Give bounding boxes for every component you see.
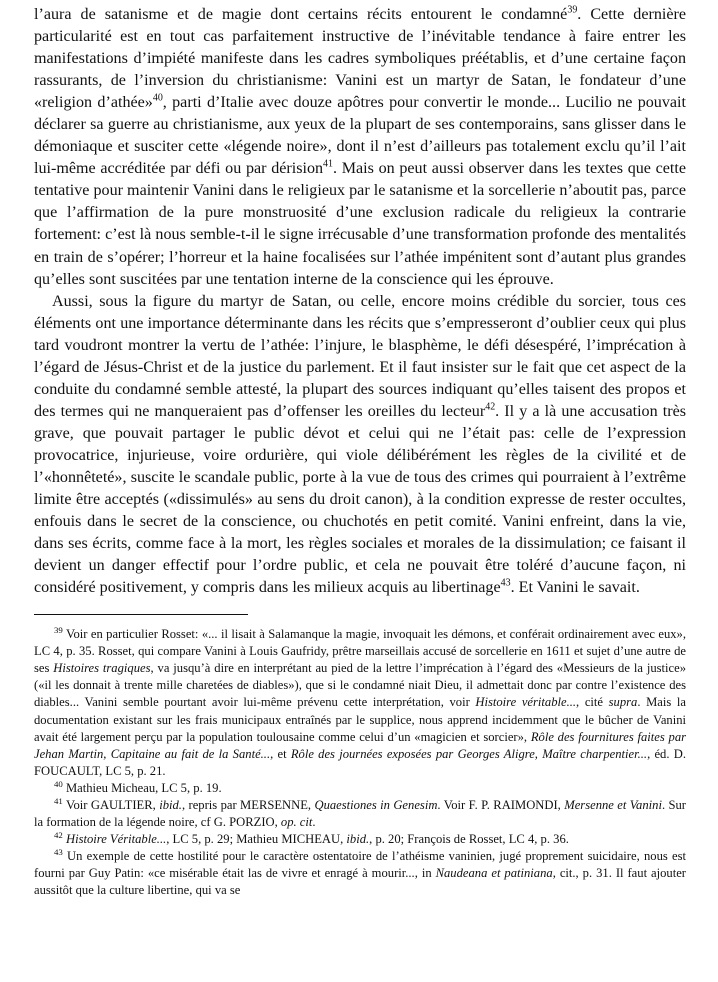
footnote-text: Un exemple de cette hostilité pour le caractère ostentatoire de l’athéisme vaninien, jugé proprement suicidaire, nous est fourni par Guy Patin: «ce misérable était las de vivre et enragé à mourir..., in xyxy=(34,848,686,880)
footnote-text: , et xyxy=(270,746,291,761)
footnote-number: 42 xyxy=(54,829,63,840)
footnote-title: Rôle des journées exposées par Georges Aligre, Maître charpentier... xyxy=(290,746,648,761)
footnote-number: 39 xyxy=(54,625,63,636)
footnote-title: Histoire véritable... xyxy=(475,695,577,710)
footnote-text: , LC 5, p. 29; Mathieu MICHEAU, xyxy=(166,831,347,846)
footnote-text: . Voir F. P. RAIMONDI, xyxy=(437,797,565,812)
footnote-separator xyxy=(34,614,248,615)
paragraph-1-text-a: l’aura de satanisme et de magie dont certains récits entourent le condamné xyxy=(34,6,568,23)
footnote-text: , va jusqu’à dire en interprétant au pied de la lettre l’imprécation à l’égard des «Messieurs de la justice» («il les donnait à trente mille charetées de diables»), que si le condamné niait Dieu, il admettait donc par contre l’existence des diables... Vanini semble pourtant avoir lui-même prévenu cette interprétation, voir xyxy=(34,661,686,710)
paragraph-2-text-a: Aussi, sous la figure du martyr de Satan, ou celle, encore moins crédible du sorcier, tous ces éléments ont une importance déterminante dans les récits que s’empresseront d’oublier ceux qui plus tard voudront montrer la vertu de l’athée: l’injure, le blasphème, le défi désespéré, l’imprécation à l’égard de Jésus-Christ et de la justice du parlement. Et il faut insister sur le fait que cet aspect de la conduite du condamné semble attesté, la plupart des sources indiquant qu’elles taisent des propos et des termes qui ne manqueraient pas d’offenser les oreilles du lecteur xyxy=(34,292,686,420)
footnote-41 xyxy=(34,797,686,831)
footnote-title: Mersenne et Vanini xyxy=(564,797,662,812)
footnote-title: ibid. xyxy=(159,797,182,812)
footnote-title: op. cit xyxy=(280,814,313,829)
footnote-text: Voir en particulier Rosset: «... il lisait à Salamanque la magie, invoquait les démons, et conférait ordinairement avec eux», LC 4, p. 35. Rosset, qui compare Vanini à Louis Gaufridy, prêtre marseillais accusé de sorcellerie en 1611 et sujet d’une autre de ses xyxy=(34,627,686,676)
paragraph-1-text-c: , parti d’Italie avec douze apôtres pour convertir le monde... Lucilio ne pouvait déclarer sa guerre au christianisme, aux yeux de la plupart de ses contemporains, sans glisser dans le démoniaque et susciter cette «légende noire», dont il n’est d’ailleurs pas totalement exclu qu’il l’ait lui-même accréditée par défi ou par dérision xyxy=(34,94,686,178)
footnote-title: Naudeana et patiniana xyxy=(435,865,553,880)
footnote-39 xyxy=(34,626,686,779)
footnote-title: Quaestiones in Genesim xyxy=(314,797,438,812)
footnote-text: , cit., p. 31. Il faut ajouter aussitôt que la culture libertine, qui va se xyxy=(34,865,686,897)
footnote-text: Voir GAULTIER, xyxy=(62,797,160,812)
footnote-ref-41[interactable]: 41 xyxy=(323,158,334,170)
main-text xyxy=(34,4,686,599)
footnote-ref-39[interactable]: 39 xyxy=(567,4,578,16)
footnote-text: . Mais la documentation existant sur les frais municipaux entraînés par le supplice, nous apprend incidemment que le bûcher de Vanini avait été largement perçu par la population toulousaine comme celui d’un «magicien et sorcier», xyxy=(34,695,686,744)
footnote-40 xyxy=(34,780,686,797)
footnote-ref-40[interactable]: 40 xyxy=(152,92,163,104)
footnote-number: 43 xyxy=(54,846,63,857)
paragraph-1-text-b: . Cette dernière particularité est en tout cas parfaitement instructive de l’inévitable tendance à faire entrer les manifestations d’impiété manifeste dans les cadres symboliques préétablis, et d’une certaine façon rassurants, de l’inversion du christianisme: Vanini est un martyr de Satan, le fondateur d’une «religion d’athée» xyxy=(34,6,686,112)
paragraph-1 xyxy=(34,4,686,291)
footnotes xyxy=(34,626,686,899)
footnote-title: supra xyxy=(608,695,638,710)
paragraph-2 xyxy=(34,291,686,600)
footnote-text: , cité xyxy=(576,695,609,710)
footnote-ref-43[interactable]: 43 xyxy=(500,577,511,589)
footnote-number: 40 xyxy=(54,778,63,789)
footnote-text: , éd. D. FOUCAULT, LC 5, p. 21. xyxy=(34,746,686,778)
footnote-text: , repris par MERSENNE, xyxy=(181,797,315,812)
footnote-text: Mathieu Micheau, LC 5, p. 19. xyxy=(62,780,222,795)
footnote-text: . Sur la formation de la légende noire, cf G. PORZIO, xyxy=(34,797,686,829)
footnote-number: 41 xyxy=(54,795,63,806)
footnote-title: Histoire Véritable... xyxy=(65,831,167,846)
paragraph-2-text-c: . Et Vanini le savait. xyxy=(510,579,640,597)
footnote-title: Rôle des fournitures faites par Jehan Martin, Capitaine au fait de la Santé... xyxy=(34,729,687,761)
footnote-title: ibid. xyxy=(346,831,370,846)
footnote-ref-42[interactable]: 42 xyxy=(485,401,496,413)
paragraph-2-text-b: . Il y a là une accusation très grave, que pouvait partager le public dévot et celui qui ne l’était pas: celle de l’expression provocatrice, injurieuse, voire ordurière, qui viole délibérément les règles de la civilité et de l’«honnêteté», suscite le scandale public, porte à la vue de tous des crimes qui pourraient à l’extrême limite être acceptés («dissimulés» au sens du droit canon), à la condition expresse de rester occultes, enfouis dans le secret de la conscience, ou chuchotés en petit comité. Vanini enfreint, dans la vie, dans ses écrits, comme face à la mort, les règles sociales et morales de la dissimulation; ce faisant il devient un danger effectif pour l’ordre public, et cela ne pouvait être toléré d’aucune façon, ni considéré positivement, y compris dans les milieux acquis au libertinage xyxy=(34,402,686,597)
footnote-text: . xyxy=(312,814,316,829)
footnote-text: , p. 20; François de Rosset, LC 4, p. 36. xyxy=(369,831,569,846)
footnote-title: Histoires tragiques xyxy=(53,661,151,676)
footnote-42 xyxy=(34,831,686,848)
paragraph-1-text-d: . Mais on peut aussi observer dans les textes que cette tentative pour maintenir Vanini dans le religieux par le satanisme et la sorcellerie n’aboutit pas, parce que l’affirmation de la pure monstruosité d’une exclusion radicale du religieux la contrarie fortement: c’est là nous semble-t-il le signe irrécusable d’une transformation profonde des mentalités en train de s’opérer; l’horreur et la haine focalisées sur l’athée impénitent sont d’autant plus grandes qu’elles sont suscitées par une tentation interne de la conscience qui les éprouve. xyxy=(34,160,686,288)
footnote-43 xyxy=(34,848,686,899)
